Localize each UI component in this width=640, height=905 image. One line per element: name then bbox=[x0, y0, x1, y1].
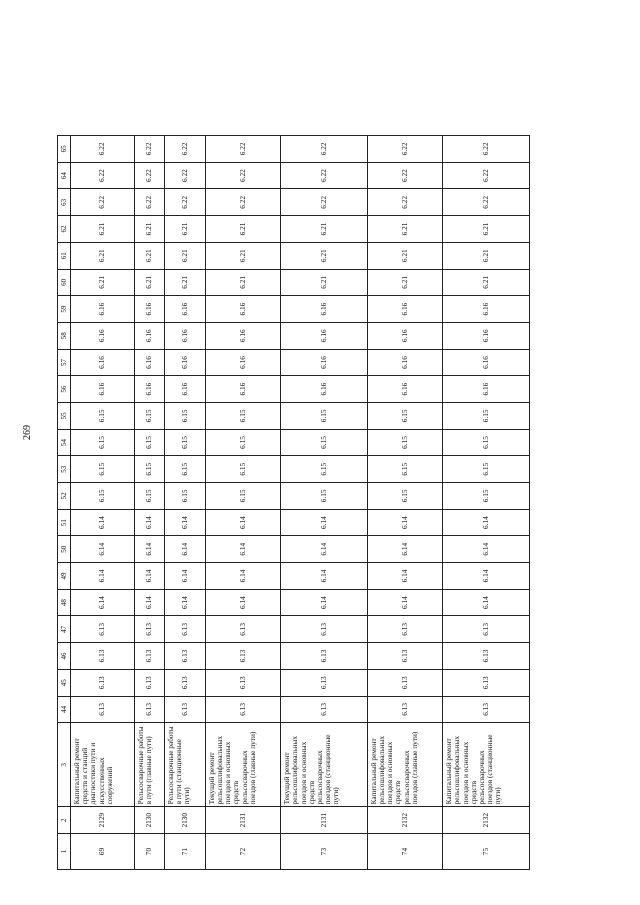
value-cell: 6.13 bbox=[367, 696, 442, 723]
value-cell: 6.16 bbox=[134, 322, 164, 349]
value-cell: 6.15 bbox=[205, 402, 280, 429]
value-cell: 6.22 bbox=[134, 136, 164, 163]
table-row bbox=[205, 136, 280, 870]
value-cell: 6.22 bbox=[205, 162, 280, 189]
value-cell: 6.16 bbox=[134, 296, 164, 323]
column-header: 64 bbox=[58, 162, 71, 189]
value-cell: 6.22 bbox=[367, 189, 442, 216]
value-cell: 6.14 bbox=[281, 536, 368, 563]
value-cell: 6.21 bbox=[443, 269, 530, 296]
value-cell: 6.14 bbox=[281, 589, 368, 616]
value-cell: 6.15 bbox=[164, 456, 205, 483]
value-cell: 6.21 bbox=[281, 216, 368, 243]
value-cell: 6.22 bbox=[367, 162, 442, 189]
value-cell: 6.22 bbox=[205, 189, 280, 216]
row-number-cell: 71 bbox=[164, 834, 205, 870]
value-cell: 6.13 bbox=[367, 643, 442, 670]
column-header: 51 bbox=[58, 509, 71, 536]
value-cell: 6.16 bbox=[164, 376, 205, 403]
value-cell: 6.15 bbox=[164, 483, 205, 510]
rotated-table-container bbox=[57, 135, 530, 870]
value-cell: 6.22 bbox=[134, 189, 164, 216]
value-cell: 6.15 bbox=[134, 483, 164, 510]
value-cell: 6.16 bbox=[164, 296, 205, 323]
column-header: 50 bbox=[58, 536, 71, 563]
column-header: 60 bbox=[58, 269, 71, 296]
value-cell: 6.16 bbox=[71, 376, 135, 403]
row-number-cell: 75 bbox=[443, 834, 530, 870]
value-cell: 6.15 bbox=[71, 429, 135, 456]
value-cell: 6.13 bbox=[443, 643, 530, 670]
column-header: 63 bbox=[58, 189, 71, 216]
value-cell: 6.13 bbox=[281, 616, 368, 643]
value-cell: 6.15 bbox=[205, 483, 280, 510]
value-cell: 6.13 bbox=[134, 643, 164, 670]
value-cell: 6.14 bbox=[71, 536, 135, 563]
value-cell: 6.22 bbox=[281, 136, 368, 163]
column-header: 47 bbox=[58, 616, 71, 643]
column-header: 46 bbox=[58, 643, 71, 670]
column-header: 49 bbox=[58, 563, 71, 590]
value-cell: 6.16 bbox=[71, 296, 135, 323]
value-cell: 6.14 bbox=[281, 509, 368, 536]
column-header: 44 bbox=[58, 696, 71, 723]
row-number-cell: 74 bbox=[367, 834, 442, 870]
code-cell: 2131 bbox=[281, 807, 368, 834]
value-cell: 6.15 bbox=[134, 456, 164, 483]
column-header: 48 bbox=[58, 589, 71, 616]
column-header: 65 bbox=[58, 136, 71, 163]
value-cell: 6.16 bbox=[134, 349, 164, 376]
code-cell: 2132 bbox=[367, 807, 442, 834]
value-cell: 6.22 bbox=[281, 189, 368, 216]
value-cell: 6.15 bbox=[443, 402, 530, 429]
value-cell: 6.14 bbox=[205, 536, 280, 563]
value-cell: 6.16 bbox=[367, 349, 442, 376]
value-cell: 6.16 bbox=[281, 296, 368, 323]
value-cell: 6.21 bbox=[367, 269, 442, 296]
value-cell: 6.16 bbox=[164, 349, 205, 376]
code-cell: 2130 bbox=[164, 807, 205, 834]
value-cell: 6.13 bbox=[367, 616, 442, 643]
value-cell: 6.15 bbox=[281, 483, 368, 510]
value-cell: 6.22 bbox=[71, 136, 135, 163]
value-cell: 6.16 bbox=[71, 349, 135, 376]
value-cell: 6.14 bbox=[164, 536, 205, 563]
value-cell: 6.14 bbox=[443, 536, 530, 563]
value-cell: 6.13 bbox=[71, 616, 135, 643]
value-cell: 6.14 bbox=[164, 509, 205, 536]
value-cell: 6.16 bbox=[205, 376, 280, 403]
description-cell: Текущий ремонт рельсошлифовальных поездов и основных средств рельсосварочных поездов (станционные пути) bbox=[281, 723, 368, 807]
value-cell: 6.22 bbox=[443, 189, 530, 216]
value-cell: 6.13 bbox=[281, 696, 368, 723]
table-row bbox=[71, 136, 135, 870]
value-cell: 6.13 bbox=[205, 616, 280, 643]
value-cell: 6.22 bbox=[205, 136, 280, 163]
value-cell: 6.16 bbox=[134, 376, 164, 403]
value-cell: 6.22 bbox=[71, 189, 135, 216]
value-cell: 6.16 bbox=[281, 322, 368, 349]
row-number-cell: 70 bbox=[134, 834, 164, 870]
value-cell: 6.22 bbox=[164, 136, 205, 163]
value-cell: 6.15 bbox=[164, 402, 205, 429]
page-number: 269 bbox=[22, 425, 33, 440]
value-cell: 6.16 bbox=[71, 322, 135, 349]
value-cell: 6.21 bbox=[205, 242, 280, 269]
value-cell: 6.15 bbox=[134, 402, 164, 429]
value-cell: 6.22 bbox=[71, 162, 135, 189]
code-cell: 2132 bbox=[443, 807, 530, 834]
value-cell: 6.21 bbox=[367, 216, 442, 243]
value-cell: 6.15 bbox=[443, 483, 530, 510]
value-cell: 6.16 bbox=[205, 322, 280, 349]
value-cell: 6.13 bbox=[367, 669, 442, 696]
value-cell: 6.14 bbox=[205, 563, 280, 590]
value-cell: 6.21 bbox=[134, 216, 164, 243]
column-header: 61 bbox=[58, 242, 71, 269]
value-cell: 6.21 bbox=[205, 269, 280, 296]
value-cell: 6.22 bbox=[164, 189, 205, 216]
value-cell: 6.21 bbox=[134, 269, 164, 296]
value-cell: 6.16 bbox=[164, 322, 205, 349]
value-cell: 6.14 bbox=[164, 563, 205, 590]
value-cell: 6.15 bbox=[71, 456, 135, 483]
value-cell: 6.16 bbox=[367, 322, 442, 349]
description-cell: Текущий ремонт рельсошлифовальных поездов и основных средств рельсосварочных поездов (главные пути) bbox=[205, 723, 280, 807]
column-header: 57 bbox=[58, 349, 71, 376]
value-cell: 6.22 bbox=[443, 136, 530, 163]
value-cell: 6.15 bbox=[281, 456, 368, 483]
table-row bbox=[367, 136, 442, 870]
value-cell: 6.16 bbox=[367, 296, 442, 323]
value-cell: 6.13 bbox=[443, 696, 530, 723]
value-cell: 6.22 bbox=[367, 136, 442, 163]
value-cell: 6.13 bbox=[205, 696, 280, 723]
value-cell: 6.21 bbox=[164, 242, 205, 269]
column-header: 52 bbox=[58, 483, 71, 510]
value-cell: 6.13 bbox=[71, 696, 135, 723]
value-cell: 6.13 bbox=[71, 643, 135, 670]
code-cell: 2129 bbox=[71, 807, 135, 834]
code-cell: 2131 bbox=[205, 807, 280, 834]
value-cell: 6.16 bbox=[205, 349, 280, 376]
row-number-cell: 73 bbox=[281, 834, 368, 870]
header-row bbox=[58, 136, 71, 870]
value-cell: 6.14 bbox=[281, 563, 368, 590]
table-row bbox=[134, 136, 164, 870]
value-cell: 6.21 bbox=[71, 242, 135, 269]
table-row bbox=[281, 136, 368, 870]
value-cell: 6.21 bbox=[71, 216, 135, 243]
value-cell: 6.14 bbox=[71, 589, 135, 616]
value-cell: 6.13 bbox=[134, 616, 164, 643]
column-header: 53 bbox=[58, 456, 71, 483]
value-cell: 6.15 bbox=[367, 456, 442, 483]
column-header: 54 bbox=[58, 429, 71, 456]
code-cell: 2130 bbox=[134, 807, 164, 834]
description-cell: Капитальный ремонт рельсошлифовальных поездов и основных средств рельсосварочных поездов (главные пути) bbox=[367, 723, 442, 807]
value-cell: 6.15 bbox=[367, 483, 442, 510]
value-cell: 6.14 bbox=[367, 509, 442, 536]
value-cell: 6.15 bbox=[443, 456, 530, 483]
value-cell: 6.21 bbox=[443, 216, 530, 243]
description-cell: Капитальный ремонт рельсошлифовальных поездов и основных средств рельсосварочных поездов (станционные пути) bbox=[443, 723, 530, 807]
value-cell: 6.14 bbox=[205, 589, 280, 616]
value-cell: 6.14 bbox=[367, 536, 442, 563]
description-cell: Капитальный ремонт средств и станций диагностики пути и искусственных сооружений bbox=[71, 723, 135, 807]
value-cell: 6.15 bbox=[281, 402, 368, 429]
column-header: 58 bbox=[58, 322, 71, 349]
value-cell: 6.16 bbox=[367, 376, 442, 403]
value-cell: 6.14 bbox=[134, 563, 164, 590]
column-header: 1 bbox=[58, 834, 71, 870]
value-cell: 6.15 bbox=[164, 429, 205, 456]
value-cell: 6.15 bbox=[71, 483, 135, 510]
value-cell: 6.14 bbox=[134, 536, 164, 563]
value-cell: 6.13 bbox=[205, 669, 280, 696]
value-cell: 6.13 bbox=[71, 669, 135, 696]
value-cell: 6.14 bbox=[443, 563, 530, 590]
column-header: 3 bbox=[58, 723, 71, 807]
value-cell: 6.16 bbox=[281, 349, 368, 376]
value-cell: 6.15 bbox=[134, 429, 164, 456]
description-cell: Рельсосварочные работы в пути (главные пути) bbox=[134, 723, 164, 807]
value-cell: 6.14 bbox=[134, 509, 164, 536]
column-header: 2 bbox=[58, 807, 71, 834]
value-cell: 6.21 bbox=[205, 216, 280, 243]
value-cell: 6.21 bbox=[71, 269, 135, 296]
value-cell: 6.13 bbox=[281, 669, 368, 696]
value-cell: 6.13 bbox=[164, 616, 205, 643]
value-cell: 6.15 bbox=[367, 402, 442, 429]
value-cell: 6.13 bbox=[443, 669, 530, 696]
value-cell: 6.15 bbox=[281, 429, 368, 456]
value-cell: 6.21 bbox=[281, 242, 368, 269]
value-cell: 6.15 bbox=[367, 429, 442, 456]
value-cell: 6.15 bbox=[71, 402, 135, 429]
value-cell: 6.22 bbox=[134, 162, 164, 189]
value-cell: 6.14 bbox=[134, 589, 164, 616]
value-cell: 6.15 bbox=[443, 429, 530, 456]
value-cell: 6.14 bbox=[71, 563, 135, 590]
table-body bbox=[58, 136, 530, 870]
value-cell: 6.21 bbox=[281, 269, 368, 296]
column-header: 62 bbox=[58, 216, 71, 243]
value-cell: 6.15 bbox=[205, 456, 280, 483]
value-cell: 6.16 bbox=[443, 349, 530, 376]
column-header: 45 bbox=[58, 669, 71, 696]
value-cell: 6.13 bbox=[134, 669, 164, 696]
value-cell: 6.21 bbox=[134, 242, 164, 269]
row-number-cell: 72 bbox=[205, 834, 280, 870]
value-cell: 6.14 bbox=[367, 563, 442, 590]
column-header: 55 bbox=[58, 402, 71, 429]
column-header: 56 bbox=[58, 376, 71, 403]
value-cell: 6.21 bbox=[164, 216, 205, 243]
value-cell: 6.22 bbox=[281, 162, 368, 189]
value-cell: 6.13 bbox=[281, 643, 368, 670]
table-row bbox=[164, 136, 205, 870]
column-header: 59 bbox=[58, 296, 71, 323]
value-cell: 6.14 bbox=[164, 589, 205, 616]
value-cell: 6.13 bbox=[443, 616, 530, 643]
value-cell: 6.21 bbox=[367, 242, 442, 269]
value-cell: 6.14 bbox=[443, 589, 530, 616]
value-cell: 6.13 bbox=[164, 669, 205, 696]
value-cell: 6.14 bbox=[367, 589, 442, 616]
value-cell: 6.16 bbox=[443, 322, 530, 349]
table-row bbox=[443, 136, 530, 870]
value-cell: 6.14 bbox=[71, 509, 135, 536]
value-cell: 6.16 bbox=[281, 376, 368, 403]
value-cell: 6.13 bbox=[164, 696, 205, 723]
value-cell: 6.22 bbox=[164, 162, 205, 189]
value-cell: 6.13 bbox=[205, 643, 280, 670]
value-cell: 6.16 bbox=[443, 296, 530, 323]
value-cell: 6.14 bbox=[443, 509, 530, 536]
value-cell: 6.16 bbox=[443, 376, 530, 403]
value-cell: 6.14 bbox=[205, 509, 280, 536]
value-cell: 6.21 bbox=[443, 242, 530, 269]
value-cell: 6.22 bbox=[443, 162, 530, 189]
value-cell: 6.13 bbox=[164, 643, 205, 670]
value-cell: 6.15 bbox=[205, 429, 280, 456]
value-cell: 6.21 bbox=[164, 269, 205, 296]
description-cell: Рельсосварочные работы в пути (станционные пути) bbox=[164, 723, 205, 807]
value-cell: 6.13 bbox=[134, 696, 164, 723]
row-number-cell: 69 bbox=[71, 834, 135, 870]
data-table bbox=[57, 135, 530, 870]
value-cell: 6.16 bbox=[205, 296, 280, 323]
